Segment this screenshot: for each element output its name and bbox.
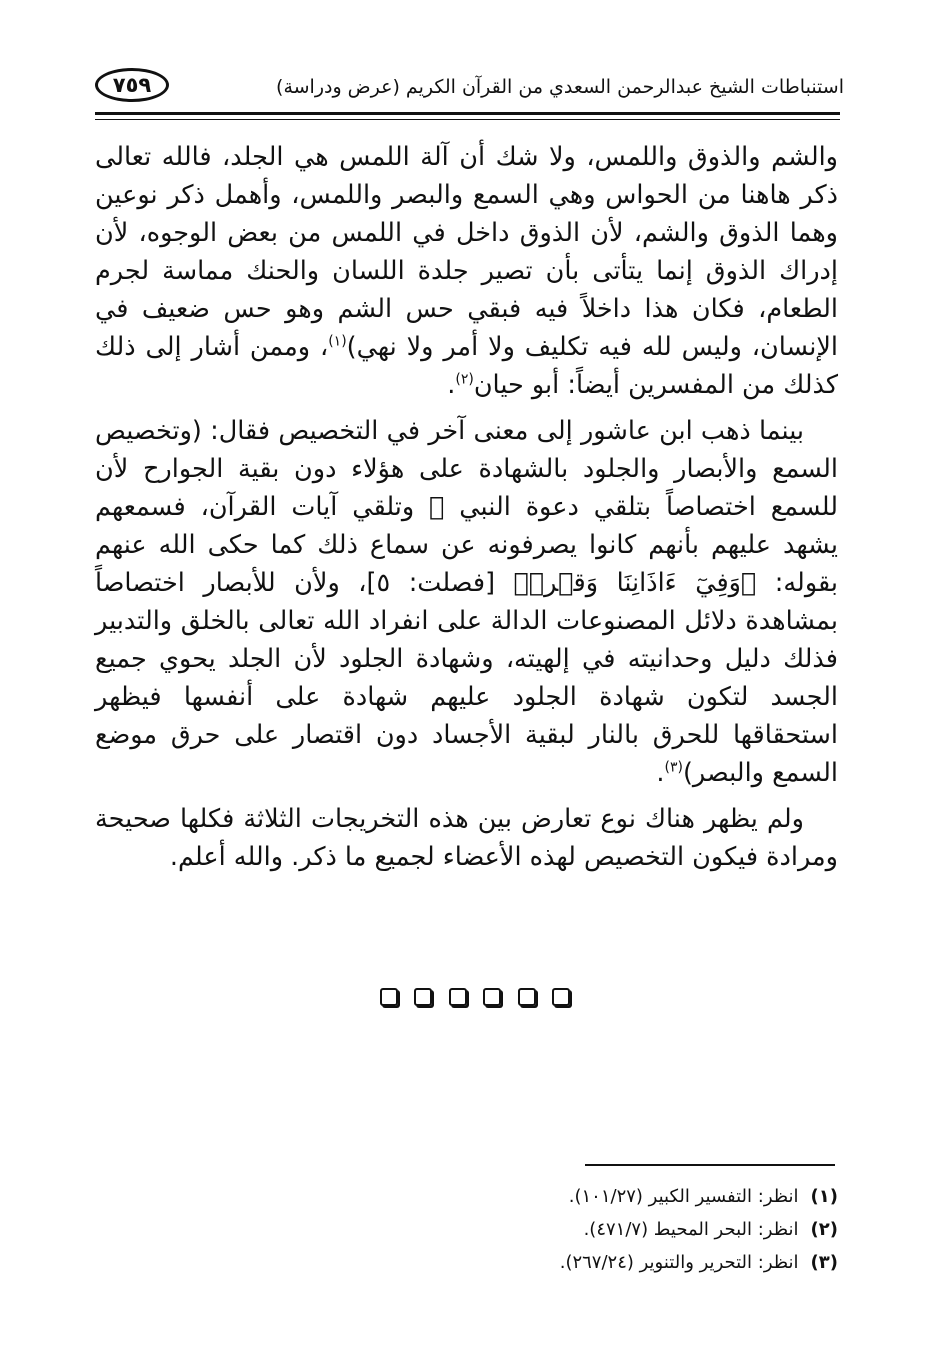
separator-square-icon <box>483 988 501 1006</box>
paragraph-2 <box>95 412 838 792</box>
page-number-badge <box>95 68 169 102</box>
header-rule-thick <box>95 112 840 115</box>
footnote-3 <box>418 1246 838 1279</box>
footnote-ref-2: (٢) <box>455 371 474 388</box>
footnote-1 <box>418 1180 838 1213</box>
paragraph-1-mid: ، وممن أشار إلى ذلك كذلك من المفسرين أيضاً: أبو حيان <box>95 332 838 400</box>
header-rule-thin <box>95 119 840 120</box>
separator-square-icon <box>380 988 398 1006</box>
footnotes <box>418 1180 838 1279</box>
surah-citation: [فصلت: ٥] <box>366 568 496 598</box>
paragraph-2-rest: ، ولأن للأبصار اختصاصاً بمشاهدة دلائل المصنوعات الدالة على انفراد الله تعالى بالخلق والتدبير فذلك دليل وحدانيته في إلهيته، وشهادة الجلود لأن الجلد يحوي جميع الجسد لتكون شهادة الجلود عليهم شهادة على أنفسها فيظهر استحقاقها للحرق بالنار لبقية الأجساد دون اقتصار على حرق موضع السمع والبصر) <box>95 568 838 788</box>
quran-verse: ﴿وَفِيٓ ءَاذَانِنَا وَقۡرٞ﴾ <box>513 568 757 598</box>
paragraph-1 <box>95 138 838 404</box>
footnote-ref-3: (٣) <box>664 759 683 776</box>
separator-square-icon <box>449 988 467 1006</box>
footnote-number: (٣) <box>810 1252 838 1273</box>
footnote-text: انظر: التحرير والتنوير (٢٦٧/٢٤). <box>559 1252 799 1273</box>
paragraph-2-end: . <box>656 758 665 788</box>
separator-square-icon <box>552 988 570 1006</box>
separator-square-icon <box>414 988 432 1006</box>
paragraph-2-text: بينما ذهب ابن عاشور إلى معنى آخر في التخصيص فقال: (وتخصيص السمع والأبصار والجلود بالشهادة على هؤلاء دون بقية الجوارح لأن للسمع اختصاصاً بتلقي دعوة النبي ﷺ وتلقي آيات القرآن، فسمعهم يشهد عليهم بأنهم كانوا يصرفونه عن سماع ذلك كما حكى الله عنهم بقوله: <box>95 416 838 598</box>
main-text <box>95 138 838 884</box>
footnote-ref-1: (١) <box>328 333 347 350</box>
footnote-rule <box>585 1164 835 1166</box>
section-separator <box>380 988 570 1012</box>
footnote-text: انظر: التفسير الكبير (١٠١/٢٧). <box>568 1186 799 1207</box>
footnote-number: (١) <box>810 1186 838 1207</box>
footnote-number: (٢) <box>810 1219 838 1240</box>
footnote-text: انظر: البحر المحيط (٤٧١/٧). <box>583 1219 799 1240</box>
running-header-title: استنباطات الشيخ عبدالرحمن السعدي من القرآن الكريم (عرض ودراسة) <box>276 76 844 98</box>
page-number: ٧٥٩ <box>112 73 152 97</box>
paragraph-1-text: والشم والذوق واللمس، ولا شك أن آلة اللمس هي الجلد، فالله تعالى ذكر هاهنا من الحواس وهي السمع والبصر واللمس، وأهمل ذكر نوعين وهما الذوق والشم، لأن الذوق داخل في اللمس من بعض الوجوه، لأن إدراك الذوق إنما يتأتى بأن تصير جلدة اللسان والحنك مماسة لجرم الطعام، فكان هذا داخلاً فيه فبقي حس الشم وهو حس ضعيف في الإنسان، وليس لله فيه تكليف ولا أمر ولا نهي) <box>95 142 838 362</box>
separator-square-icon <box>518 988 536 1006</box>
paragraph-1-end: . <box>447 370 456 400</box>
footnote-2 <box>418 1213 838 1246</box>
paragraph-3: ولم يظهر هناك نوع تعارض بين هذه التخريجات الثلاثة فكلها صحيحة ومرادة فيكون التخصيص لهذه الأعضاء لجميع ما ذكر. والله أعلم. <box>95 804 838 872</box>
